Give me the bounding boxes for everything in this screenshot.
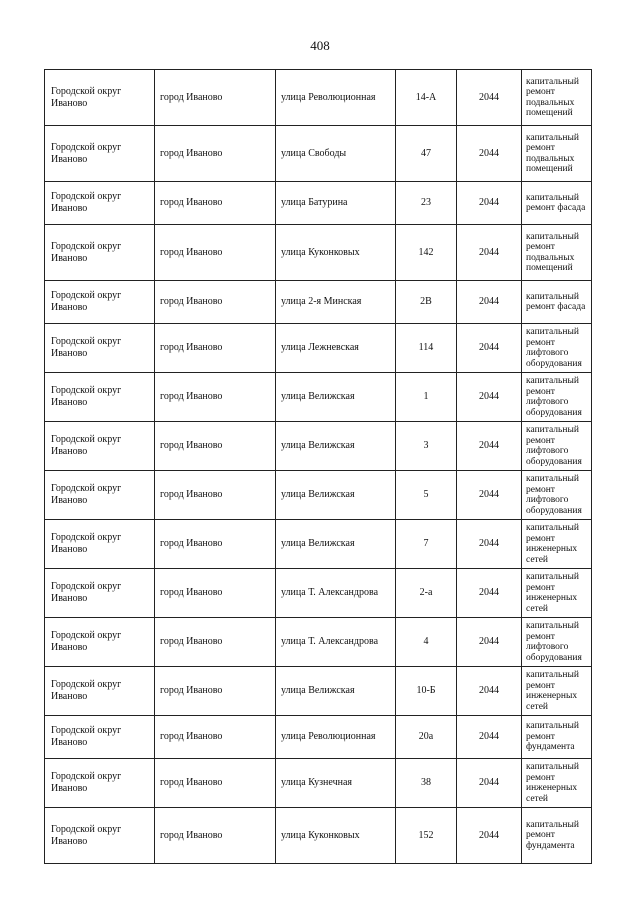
table-row: [45, 759, 592, 808]
repair-schedule-table: [44, 69, 592, 864]
house-number-cell: 1: [396, 373, 457, 422]
house-number-cell: 47: [396, 126, 457, 182]
municipality-cell: Городской округ Иваново: [45, 70, 155, 126]
city-cell: город Иваново: [155, 422, 276, 471]
street-cell: улица Куконковых: [276, 225, 396, 281]
table-row: [45, 471, 592, 520]
table-body: [45, 70, 592, 864]
table-row: [45, 808, 592, 864]
table-row: [45, 716, 592, 759]
work-type-cell: капитальный ремонт лифтового оборудования: [522, 471, 592, 520]
city-cell: город Иваново: [155, 373, 276, 422]
work-type-cell: капитальный ремонт инженерных сетей: [522, 569, 592, 618]
table-row: [45, 281, 592, 324]
work-type-cell: капитальный ремонт лифтового оборудования: [522, 324, 592, 373]
table-row: [45, 422, 592, 471]
work-type-cell: капитальный ремонт фундамента: [522, 716, 592, 759]
work-type-cell: капитальный ремонт инженерных сетей: [522, 667, 592, 716]
year-cell: 2044: [457, 618, 522, 667]
table-row: [45, 618, 592, 667]
city-cell: город Иваново: [155, 808, 276, 864]
municipality-cell: Городской округ Иваново: [45, 281, 155, 324]
year-cell: 2044: [457, 225, 522, 281]
city-cell: город Иваново: [155, 520, 276, 569]
city-cell: город Иваново: [155, 126, 276, 182]
city-cell: город Иваново: [155, 569, 276, 618]
work-type-cell: капитальный ремонт подвальных помещений: [522, 70, 592, 126]
year-cell: 2044: [457, 281, 522, 324]
city-cell: город Иваново: [155, 182, 276, 225]
house-number-cell: 38: [396, 759, 457, 808]
table-row: [45, 126, 592, 182]
city-cell: город Иваново: [155, 667, 276, 716]
year-cell: 2044: [457, 808, 522, 864]
municipality-cell: Городской округ Иваново: [45, 182, 155, 225]
house-number-cell: 142: [396, 225, 457, 281]
house-number-cell: 23: [396, 182, 457, 225]
street-cell: улица Лежневская: [276, 324, 396, 373]
city-cell: город Иваново: [155, 281, 276, 324]
street-cell: улица 2-я Минская: [276, 281, 396, 324]
work-type-cell: капитальный ремонт фасада: [522, 281, 592, 324]
year-cell: 2044: [457, 126, 522, 182]
house-number-cell: 5: [396, 471, 457, 520]
table-row: [45, 225, 592, 281]
municipality-cell: Городской округ Иваново: [45, 667, 155, 716]
table-row: [45, 373, 592, 422]
municipality-cell: Городской округ Иваново: [45, 520, 155, 569]
work-type-cell: капитальный ремонт фасада: [522, 182, 592, 225]
city-cell: город Иваново: [155, 618, 276, 667]
street-cell: улица Велижская: [276, 667, 396, 716]
municipality-cell: Городской округ Иваново: [45, 422, 155, 471]
municipality-cell: Городской округ Иваново: [45, 618, 155, 667]
city-cell: город Иваново: [155, 70, 276, 126]
house-number-cell: 114: [396, 324, 457, 373]
house-number-cell: 20а: [396, 716, 457, 759]
year-cell: 2044: [457, 422, 522, 471]
street-cell: улица Велижская: [276, 520, 396, 569]
year-cell: 2044: [457, 324, 522, 373]
municipality-cell: Городской округ Иваново: [45, 569, 155, 618]
city-cell: город Иваново: [155, 716, 276, 759]
street-cell: улица Революционная: [276, 70, 396, 126]
city-cell: город Иваново: [155, 225, 276, 281]
page-number: 408: [310, 38, 330, 53]
work-type-cell: капитальный ремонт лифтового оборудования: [522, 618, 592, 667]
street-cell: улица Велижская: [276, 471, 396, 520]
work-type-cell: капитальный ремонт подвальных помещений: [522, 126, 592, 182]
city-cell: город Иваново: [155, 324, 276, 373]
house-number-cell: 4: [396, 618, 457, 667]
house-number-cell: 2В: [396, 281, 457, 324]
work-type-cell: капитальный ремонт инженерных сетей: [522, 759, 592, 808]
street-cell: улица Т. Александрова: [276, 618, 396, 667]
year-cell: 2044: [457, 716, 522, 759]
work-type-cell: капитальный ремонт инженерных сетей: [522, 520, 592, 569]
city-cell: город Иваново: [155, 759, 276, 808]
street-cell: улица Революционная: [276, 716, 396, 759]
municipality-cell: Городской округ Иваново: [45, 471, 155, 520]
municipality-cell: Городской округ Иваново: [45, 126, 155, 182]
municipality-cell: Городской округ Иваново: [45, 324, 155, 373]
work-type-cell: капитальный ремонт подвальных помещений: [522, 225, 592, 281]
street-cell: улица Куконковых: [276, 808, 396, 864]
year-cell: 2044: [457, 520, 522, 569]
table-row: [45, 324, 592, 373]
year-cell: 2044: [457, 70, 522, 126]
year-cell: 2044: [457, 759, 522, 808]
street-cell: улица Т. Александрова: [276, 569, 396, 618]
house-number-cell: 7: [396, 520, 457, 569]
year-cell: 2044: [457, 569, 522, 618]
work-type-cell: капитальный ремонт лифтового оборудования: [522, 373, 592, 422]
year-cell: 2044: [457, 373, 522, 422]
street-cell: улица Свободы: [276, 126, 396, 182]
work-type-cell: капитальный ремонт лифтового оборудования: [522, 422, 592, 471]
street-cell: улица Кузнечная: [276, 759, 396, 808]
work-type-cell: капитальный ремонт фундамента: [522, 808, 592, 864]
city-cell: город Иваново: [155, 471, 276, 520]
house-number-cell: 10-Б: [396, 667, 457, 716]
municipality-cell: Городской округ Иваново: [45, 808, 155, 864]
street-cell: улица Батурина: [276, 182, 396, 225]
house-number-cell: 14-А: [396, 70, 457, 126]
municipality-cell: Городской округ Иваново: [45, 716, 155, 759]
year-cell: 2044: [457, 667, 522, 716]
house-number-cell: 3: [396, 422, 457, 471]
street-cell: улица Велижская: [276, 373, 396, 422]
street-cell: улица Велижская: [276, 422, 396, 471]
table-row: [45, 70, 592, 126]
municipality-cell: Городской округ Иваново: [45, 225, 155, 281]
municipality-cell: Городской округ Иваново: [45, 373, 155, 422]
year-cell: 2044: [457, 182, 522, 225]
year-cell: 2044: [457, 471, 522, 520]
table-row: [45, 520, 592, 569]
table-row: [45, 182, 592, 225]
house-number-cell: 152: [396, 808, 457, 864]
table-row: [45, 667, 592, 716]
municipality-cell: Городской округ Иваново: [45, 759, 155, 808]
house-number-cell: 2-а: [396, 569, 457, 618]
table-row: [45, 569, 592, 618]
